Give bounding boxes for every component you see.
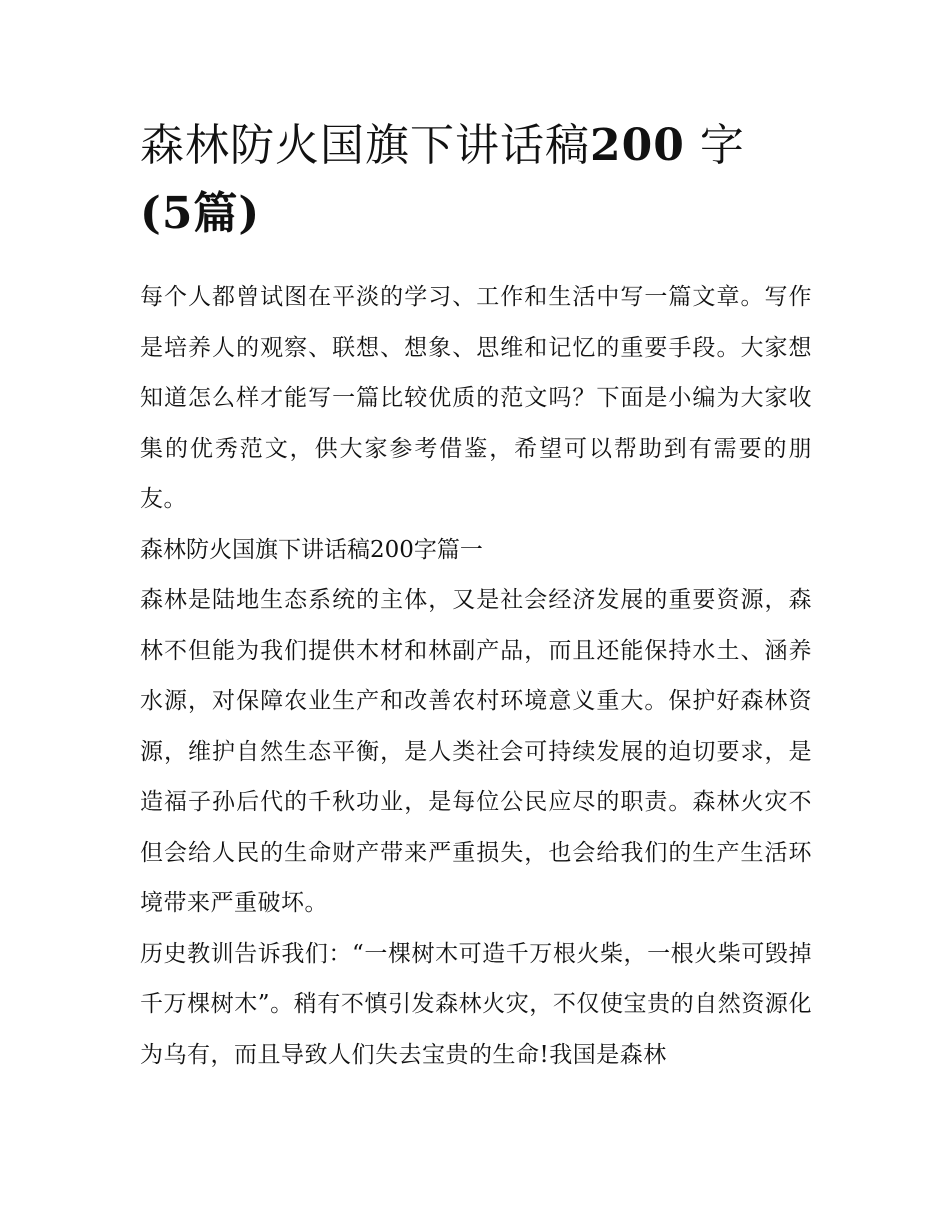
- title-number: 200: [590, 120, 685, 171]
- title-text: 森林防火国旗下讲话稿: [140, 120, 590, 171]
- intro-paragraph: 每个人都曾试图在平淡的学习、工作和生活中写一篇文章。写作是培养人的观察、联想、想象、思维和记忆的重要手段。大家想知道怎么样才能写一篇比较优质的范文吗？下面是小编为大家收集的优秀范文，供大家参考借鉴，希望可以帮助到有需要的朋友。: [140, 284, 812, 512]
- document-title: [140, 112, 812, 248]
- body-paragraph-2: 历史教训告诉我们：“一棵树木可造千万根火柴，一根火柴可毁掉千万棵树木”。稍有不慎引发森林火灾，不仅使宝贵的自然资源化为乌有，而且导致人们失去宝贵的生命!我国是森林: [140, 940, 812, 1068]
- section-heading: 森林防火国旗下讲话稿200字篇一: [140, 536, 483, 563]
- document-content: [140, 112, 812, 1080]
- title-unit: 字: [699, 120, 745, 171]
- body-paragraph-1: 森林是陆地生态系统的主体，又是社会经济发展的重要资源，森林不但能为我们提供木材和林副产品，而且还能保持水土、涵养水源，对保障农业生产和改善农村环境意义重大。保护好森林资源，维护自然生态平衡，是人类社会可持续发展的迫切要求，是造福子孙后代的千秋功业，是每位公民应尽的职责。森林火灾不但会给人民的生命财产带来严重损失，也会给我们的生产生活环境带来严重破坏。: [140, 587, 812, 916]
- title-count: (5篇): [140, 188, 261, 239]
